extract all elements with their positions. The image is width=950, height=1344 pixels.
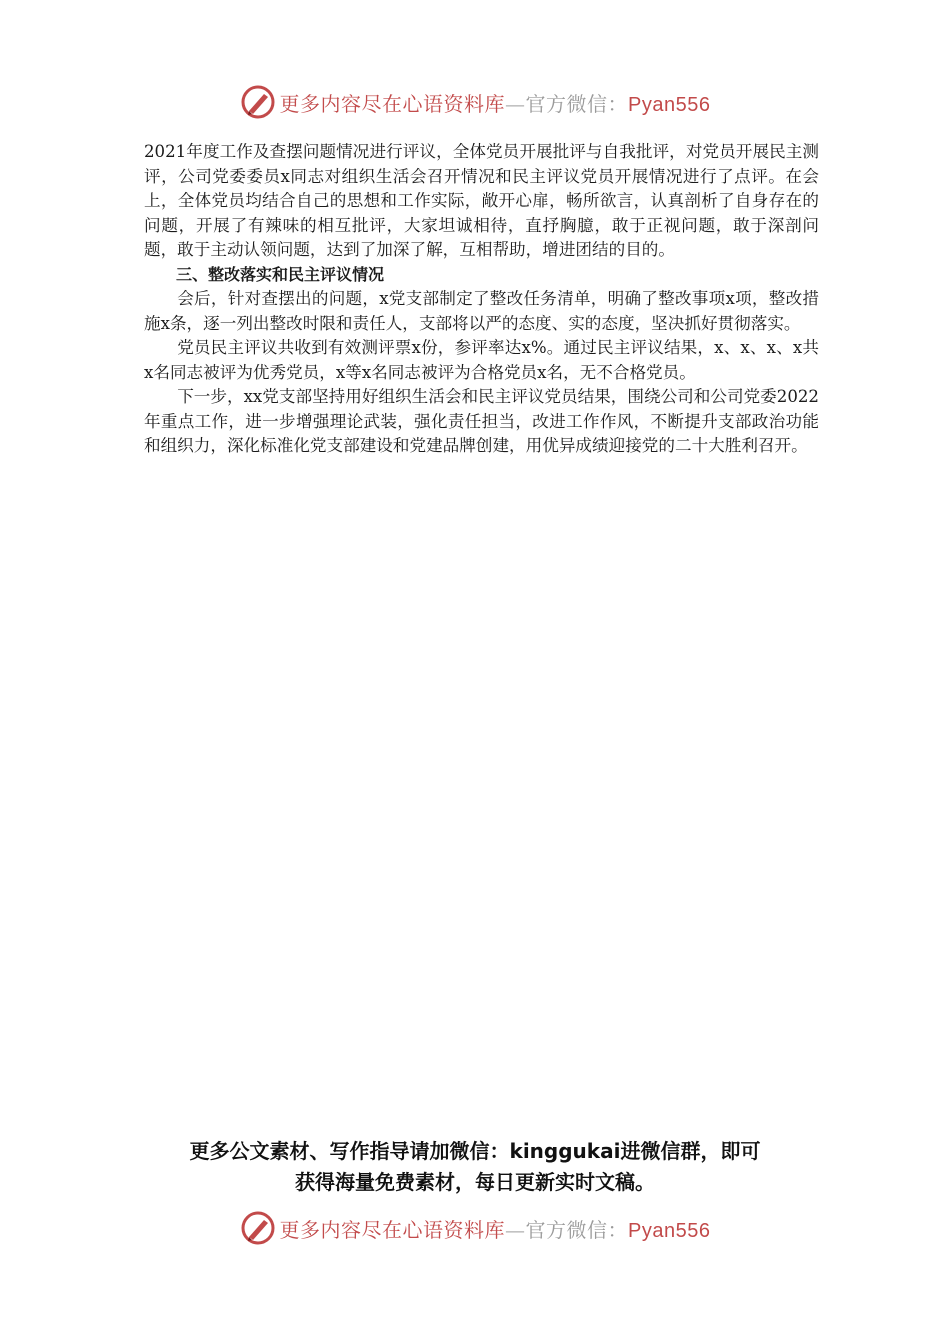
section-heading: 三、整改落实和民主评议情况 <box>176 264 385 284</box>
banner-text: 更多内容尽在心语资料库—官方微信：Pyan556 <box>279 91 711 116</box>
promo-line: 获得海量免费素材，每日更新实时文稿。 <box>295 1170 655 1194</box>
paragraph: 党员民主评议共收到有效测评票x份，参评率达x%。通过民主评议结果，x、x、x、x共x名同志被评为优秀党员，x等x名同志被评为合格党员x名，无不合格党员。 <box>144 338 819 382</box>
banner-text: 更多内容尽在心语资料库—官方微信：Pyan556 <box>279 1217 711 1242</box>
pen-logo-icon <box>240 84 276 120</box>
footer-banner <box>0 1208 950 1248</box>
paragraph: 2021年度工作及查摆问题情况进行评议，全体党员开展批评与自我批评，对党员开展民主测评，公司党委委员x同志对组织生活会召开情况和民主评议党员开展情况进行了点评。在会上，全体党员均结合自己的思想和工作实际，敞开心扉，畅所欲言，认真剖析了自身存在的问题，开展了有辣味的相互批评，大家坦诚相待，直抒胸臆，敢于正视问题，敢于深剖问题，敢于主动认领问题，达到了加深了解，互相帮助，增进团结的目的。 <box>144 142 819 259</box>
document-body <box>144 140 819 459</box>
paragraph: 会后，针对查摆出的问题，x党支部制定了整改任务清单，明确了整改事项x项，整改措施x条，逐一列出整改时限和责任人，支部将以严的态度、实的态度，坚决抓好贯彻落实。 <box>144 289 819 333</box>
promo-line: 更多公文素材、写作指导请加微信：kinggukai进微信群，即可 <box>189 1139 761 1163</box>
header-banner <box>0 82 950 122</box>
pen-logo-icon <box>240 1210 276 1246</box>
promo-notice <box>0 1136 950 1198</box>
paragraph: 下一步，xx党支部坚持用好组织生活会和民主评议党员结果，围绕公司和公司党委2022年重点工作，进一步增强理论武装，强化责任担当，改进工作作风，不断提升支部政治功能和组织力，深化标准化党支部建设和党建品牌创建，用优异成绩迎接党的二十大胜利召开。 <box>144 387 819 455</box>
